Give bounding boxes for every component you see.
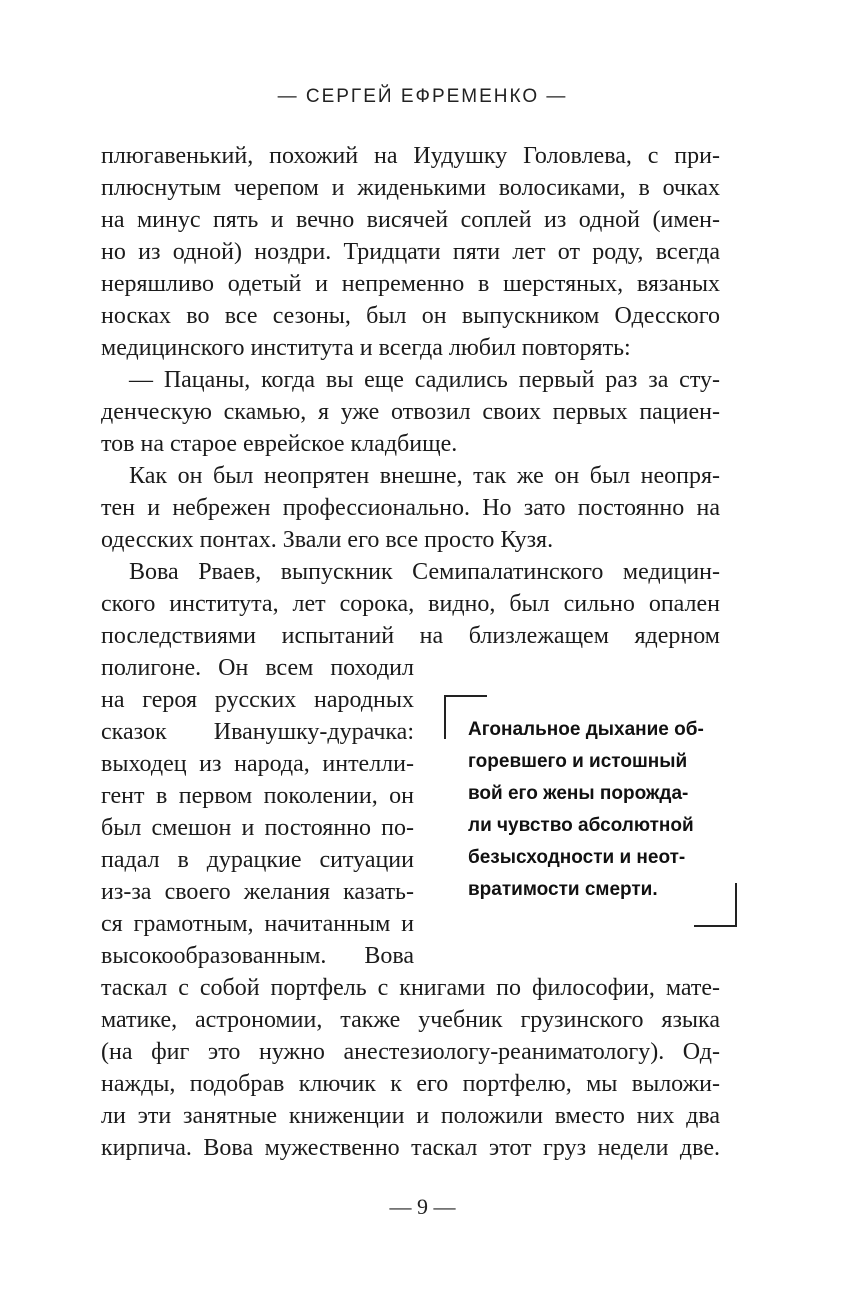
text-line: кирпича. Вова мужественно таскал этот груз недели две.	[101, 1135, 720, 1161]
page-number: — 9 —	[389, 1194, 456, 1219]
pull-quote-line: ли чувство абсолютной	[468, 815, 694, 836]
paragraph-1	[101, 140, 720, 364]
pull-quote-corner-bottom-right	[694, 883, 737, 927]
running-header: — СЕРГЕЙ ЕФРЕМЕНКО —	[277, 86, 568, 107]
paragraph-3	[101, 460, 720, 556]
text-line: денческую скамью, я уже отвозил своих первых пациен-	[101, 399, 720, 425]
text-line: полигоне. Он всем походил	[101, 655, 414, 681]
text-line: Как он был неопрятен внешне, так же он был неопря-	[129, 463, 720, 489]
text-line: но из одной) ноздри. Тридцати пяти лет от роду, всегда	[101, 239, 720, 265]
text-line: гент в первом поколении, он	[101, 783, 414, 809]
text-line: высокообразованным. Вова	[101, 943, 414, 969]
text-line: плюгавенький, похожий на Иудушку Головлева, с при-	[101, 143, 720, 169]
text-line: последствиями испытаний на близлежащем ядерном	[101, 623, 720, 649]
text-line: одесских понтах. Звали его все просто Кузя.	[101, 527, 554, 553]
text-line: сказок Иванушку-дурачка:	[101, 719, 414, 745]
paragraph-2	[101, 364, 720, 460]
text-line: нажды, подобрав ключик к его портфелю, мы выложи-	[101, 1071, 720, 1097]
pull-quote-line: безысходности и неот-	[468, 847, 686, 868]
pull-quote-line: вратимости смерти.	[468, 879, 658, 900]
text-line: тен и небрежен профессионально. Но зато постоянно на	[101, 495, 720, 521]
text-line: падал в дурацкие ситуации	[101, 847, 414, 873]
text-line: неряшливо одетый и непременно в шерстяных, вязаных	[101, 271, 720, 297]
pull-quote-line: вой его жены порожда-	[468, 783, 689, 804]
pull-quote-text	[468, 714, 728, 906]
pull-quote-line: горевшего и истошный	[468, 751, 688, 772]
main-text	[101, 140, 720, 1164]
text-line: медицинского института и всегда любил повторять:	[101, 335, 631, 361]
text-line: на минус пять и вечно висячей соплей из одной (имен-	[101, 207, 720, 233]
text-line: ского института, лет сорока, видно, был сильно опален	[101, 591, 720, 617]
text-line: на героя русских народных	[101, 687, 414, 713]
text-line: матике, астрономии, также учебник грузинского языка	[101, 1007, 720, 1033]
text-line: (на фиг это нужно анестезиологу-реаниматологу). Од-	[101, 1039, 720, 1065]
text-line: выходец из народа, интелли-	[101, 751, 414, 777]
text-line: из-за своего желания казать-	[101, 879, 414, 905]
text-line: ли эти занятные книженции и положили вместо них два	[101, 1103, 720, 1129]
text-line: Вова Рваев, выпускник Семипалатинского медицин-	[129, 559, 720, 585]
text-line: тов на старое еврейское кладбище.	[101, 431, 458, 457]
text-line: — Пацаны, когда вы еще садились первый раз за сту-	[129, 367, 720, 393]
text-line: таскал с собой портфель с книгами по философии, мате-	[101, 975, 720, 1001]
text-line: плюснутым черепом и жиденькими волосиками, в очках	[101, 175, 720, 201]
text-line: был смешон и постоянно по-	[101, 815, 414, 841]
text-line: носках во все сезоны, был он выпускником Одесского	[101, 303, 720, 329]
pull-quote	[444, 695, 737, 927]
pull-quote-line: Агональное дыхание об-	[468, 719, 704, 740]
text-line: ся грамотным, начитанным и	[101, 911, 414, 937]
